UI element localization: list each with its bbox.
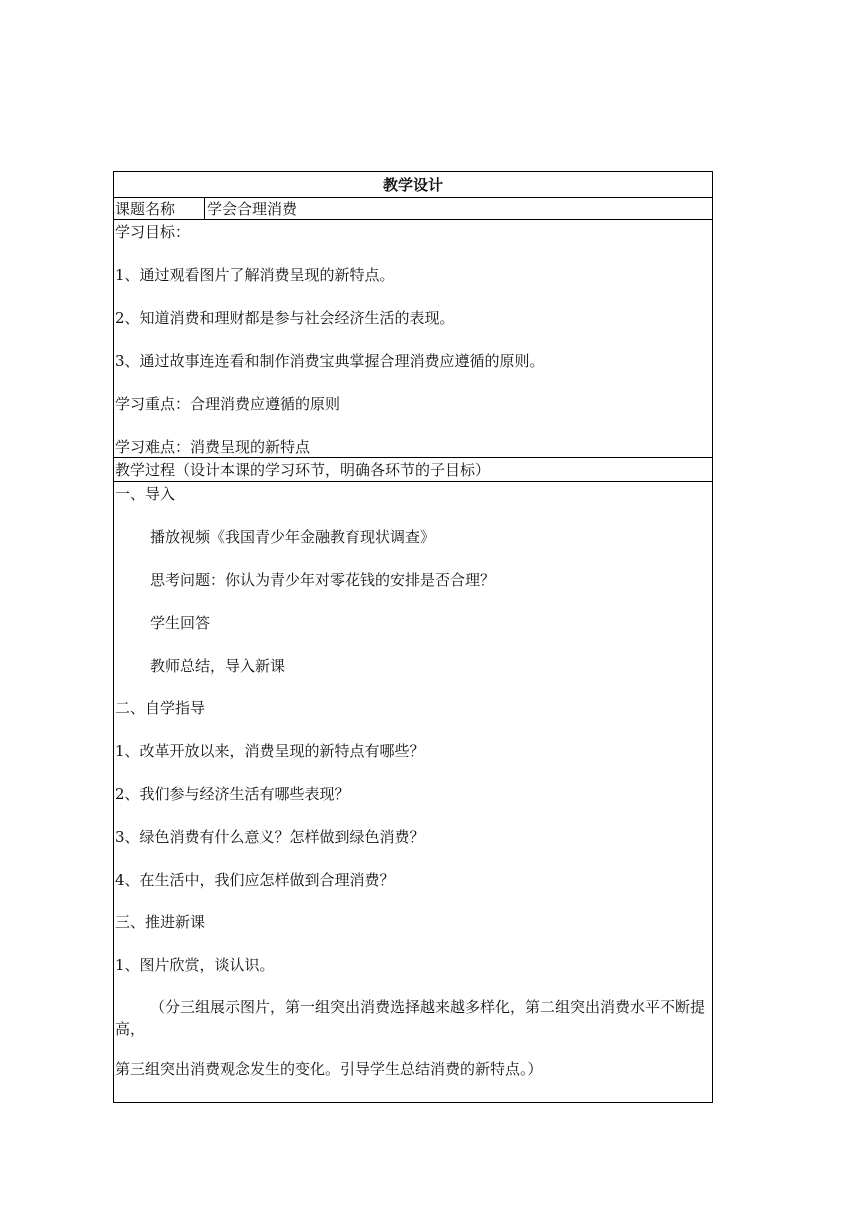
section-title: 二、自学指导 — [115, 699, 206, 717]
new-lesson-step: 1、图片欣赏，谈认识。 — [115, 956, 275, 974]
intro-line: 学生回答 — [150, 614, 211, 632]
lesson-design-table — [113, 171, 713, 1103]
difficulty: 学习难点：消费呈现的新特点 — [115, 438, 311, 456]
guide-question: 3、绿色消费有什么意义？怎样做到绿色消费？ — [115, 828, 425, 846]
guide-question: 4、在生活中，我们应怎样做到合理消费？ — [115, 871, 395, 889]
section-title: 三、推进新课 — [115, 913, 206, 931]
objective-item: 1、通过观看图片了解消费呈现的新特点。 — [115, 266, 395, 284]
objectives-cell — [114, 220, 712, 458]
section-title: 一、导入 — [115, 485, 176, 503]
topic-label: 课题名称 — [114, 198, 205, 219]
guide-question: 1、改革开放以来，消费呈现的新特点有哪些？ — [115, 742, 425, 760]
process-body — [114, 482, 712, 1102]
guide-question: 2、我们参与经济生活有哪些表现？ — [115, 785, 350, 803]
intro-line: 思考问题：你认为青少年对零花钱的安排是否合理？ — [150, 571, 496, 589]
key-point: 学习重点：合理消费应遵循的原则 — [115, 395, 341, 413]
process-header: 教学过程（设计本课的学习环节，明确各环节的子目标） — [114, 458, 712, 482]
new-lesson-note: （分三组展示图片，第一组突出消费选择越来越多样化，第二组突出消费水平不断提高， — [115, 998, 706, 1038]
new-lesson-note-continued: 第三组突出消费观念发生的变化。引导学生总结消费的新特点。） — [115, 1060, 543, 1078]
topic-row — [114, 198, 712, 220]
intro-line: 教师总结，导入新课 — [150, 657, 286, 675]
objective-item: 2、知道消费和理财都是参与社会经济生活的表现。 — [115, 309, 455, 327]
topic-value: 学会合理消费 — [207, 200, 298, 218]
objective-item: 3、通过故事连连看和制作消费宝典掌握合理消费应遵循的原则。 — [115, 352, 545, 370]
objectives-heading: 学习目标： — [115, 223, 191, 241]
table-title: 教学设计 — [114, 172, 712, 198]
intro-line: 播放视频《我国青少年金融教育现状调查》 — [150, 528, 436, 546]
